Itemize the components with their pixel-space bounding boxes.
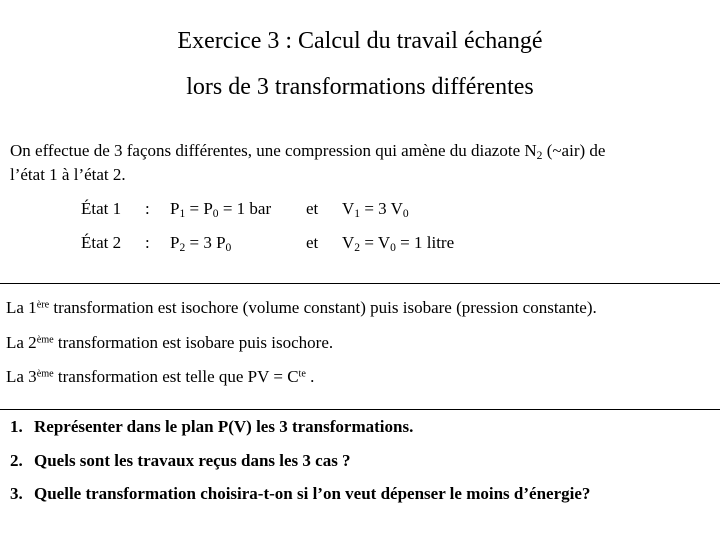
question-2-number: 2. [10,451,23,470]
question-1-number: 1. [10,417,23,436]
intro-text-end: (~air) de [542,141,606,160]
transformation-prefix: La 3 [6,367,37,386]
transformation-end: . [305,367,315,386]
state-2-colon: : [145,233,150,252]
volume-symbol: V [342,199,355,218]
state-1-et: et [306,199,319,218]
transformation-prefix: La 1 [6,298,37,317]
pressure-equals: = P [185,199,213,218]
volume-equals: = 3 V [360,199,403,218]
volume-value: = 1 litre [395,233,455,252]
ordinal-superscript: ère [36,299,50,311]
volume-subscript-0: 0 [390,240,396,254]
pressure-value: = 1 bar [218,199,272,218]
volume-subscript: 1 [354,206,361,220]
transformation-text: transformation est isochore (volume constant) puis isobare (pression constante). [49,298,597,317]
state-1-pressure [170,199,271,219]
volume-subscript: 2 [354,240,361,254]
pressure-equals: = 3 P [185,233,226,252]
pressure-subscript-0: 0 [212,206,219,220]
question-1-text: Représenter dans le plan P(V) les 3 transformations. [34,417,414,436]
state-1-label: État 1 [81,199,122,218]
ordinal-superscript: ème [36,334,54,346]
state-1-colon: : [145,199,150,218]
pressure-symbol: P [170,233,180,252]
state-2-pressure [170,233,231,253]
transformation-3 [6,367,314,387]
intro-line-1 [10,141,605,161]
pressure-subscript: 2 [179,240,186,254]
state-2-volume [342,233,454,253]
state-2-et: et [306,233,319,252]
transformation-1 [6,298,597,318]
intro-subscript: 2 [536,148,543,162]
state-1-volume [342,199,409,219]
intro-line-2: l’état 1 à l’état 2. [10,165,126,184]
volume-equals: = V [360,233,391,252]
transformation-2 [6,333,333,353]
title-line-2: lors de 3 transformations différentes [186,74,534,100]
pressure-subscript-0: 0 [225,240,232,254]
constant-superscript: te [298,368,306,380]
intro-text: On effectue de 3 façons différentes, une compression qui amène du diazote N [10,141,537,160]
pressure-subscript: 1 [179,206,186,220]
state-2-label: État 2 [81,233,122,252]
divider-bottom [0,409,720,410]
question-3-text: Quelle transformation choisira-t-on si l’on veut dépenser le moins d’énergie? [34,484,591,503]
transformation-prefix: La 2 [6,333,37,352]
question-3-number: 3. [10,484,23,503]
divider-top [0,283,720,284]
transformation-text: transformation est telle que PV = C [53,367,299,386]
title-line-1: Exercice 3 : Calcul du travail échangé [177,28,543,54]
ordinal-superscript: ème [36,368,54,380]
volume-symbol: V [342,233,355,252]
pressure-symbol: P [170,199,180,218]
transformation-text: transformation est isobare puis isochore. [53,333,334,352]
question-2-text: Quels sont les travaux reçus dans les 3 cas ? [34,451,351,470]
volume-subscript-0: 0 [402,206,409,220]
